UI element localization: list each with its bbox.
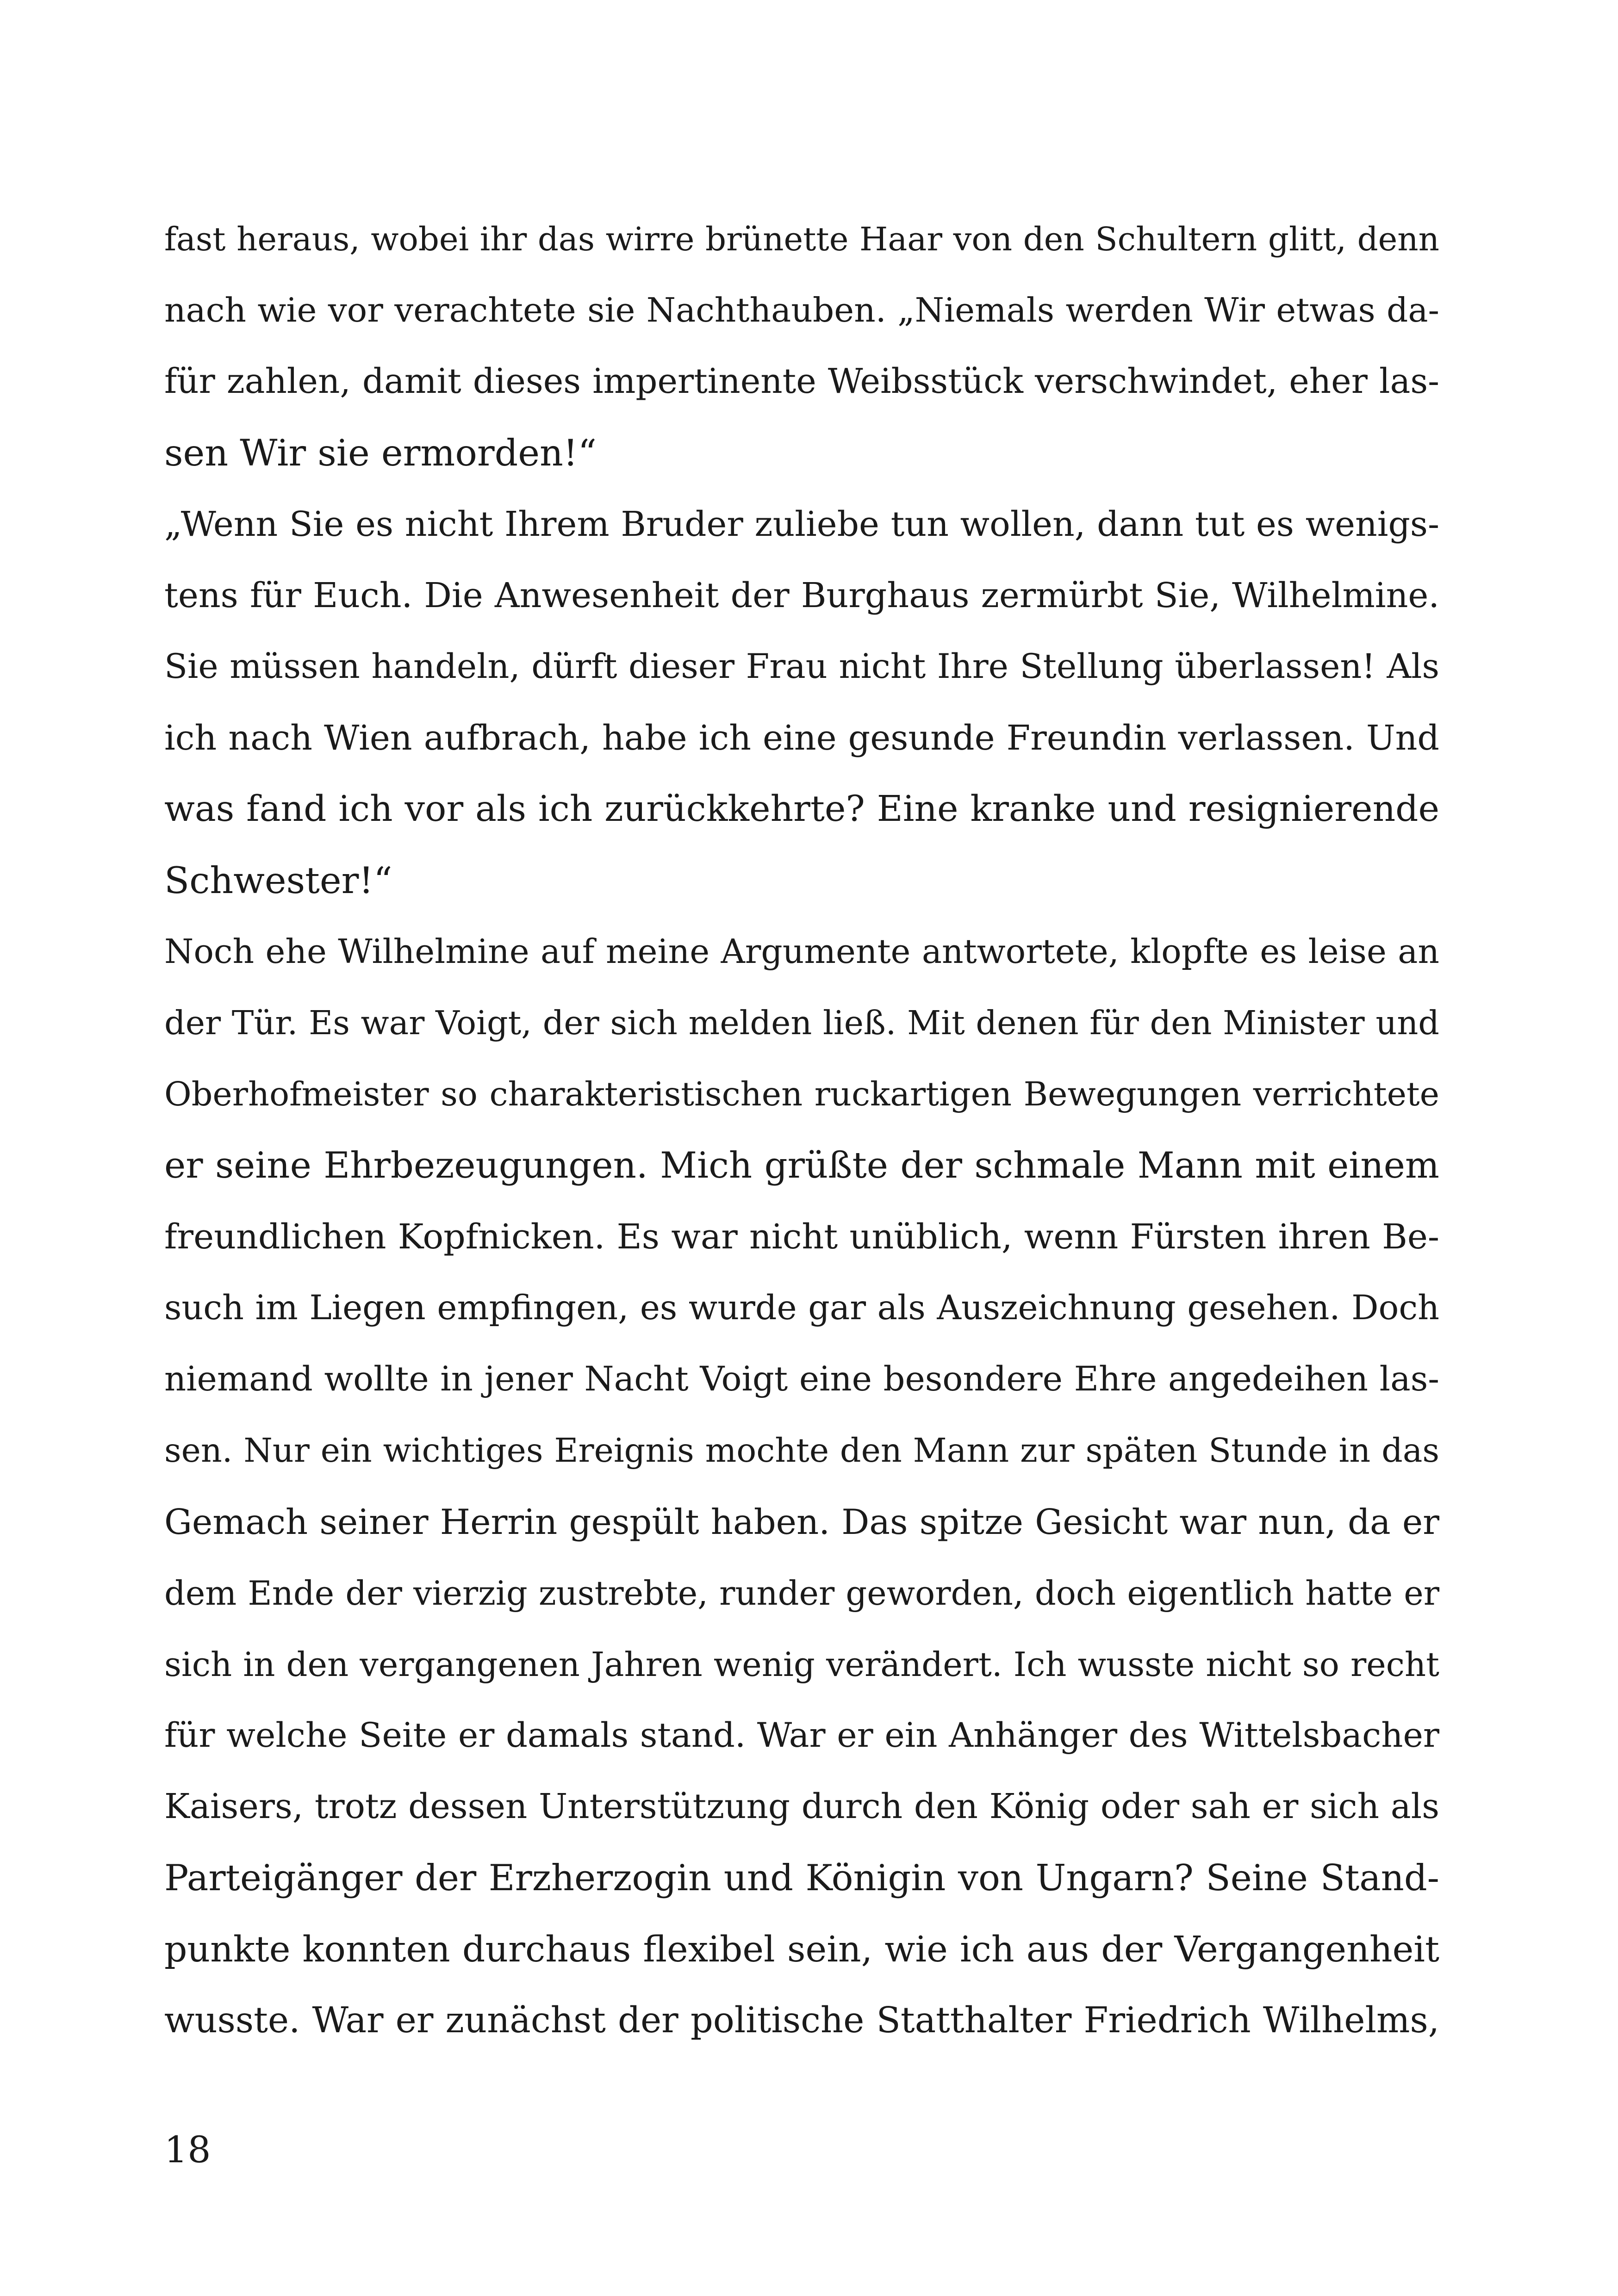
text-line: such im Liegen empfingen, es wurde gar als Auszeichnung gesehen. Doch <box>164 1288 1439 1328</box>
text-line: für zahlen, damit dieses impertinente Weibsstück verschwindet, eher las- <box>164 362 1439 401</box>
text-line: Gemach seiner Herrin gespült haben. Das spitze Gesicht war nun, da er <box>164 1502 1439 1542</box>
page-number: 18 <box>164 2128 211 2171</box>
text-line: sen Wir sie ermorden!“ <box>164 432 597 474</box>
text-line: dem Ende der vierzig zustrebte, runder geworden, doch eigentlich hatte er <box>164 1574 1439 1613</box>
text-line: Schwester!“ <box>164 859 392 902</box>
text-line: tens für Euch. Die Anwesenheit der Burghaus zermürbt Sie, Wilhelmine. <box>164 575 1439 615</box>
text-line: Kaisers, trotz dessen Unterstützung durch den König oder sah er sich als <box>164 1787 1439 1826</box>
text-line: für welche Seite er damals stand. War er ein Anhänger des Wittelsbacher <box>164 1716 1439 1755</box>
text-line: ich nach Wien aufbrach, habe ich eine gesunde Freundin verlassen. Und <box>164 718 1439 758</box>
text-line: sen. Nur ein wichtiges Ereignis mochte den Mann zur späten Stunde in das <box>164 1431 1439 1470</box>
text-line: Oberhofmeister so charakteristischen ruckartigen Bewegungen verrichtete <box>164 1075 1439 1113</box>
text-line: er seine Ehrbezeugungen. Mich grüßte der schmale Mann mit einem <box>164 1144 1439 1186</box>
text-line: freundlichen Kopfnicken. Es war nicht unüblich, wenn Fürsten ihren Be- <box>164 1216 1439 1257</box>
text-line: fast heraus, wobei ihr das wirre brünette Haar von den Schultern glitt, denn <box>164 220 1439 258</box>
text-line: nach wie vor verachtete sie Nachthauben. „Niemals werden Wir etwas da- <box>164 291 1439 330</box>
body-text <box>164 204 1439 2056</box>
text-line: punkte konnten durchaus flexibel sein, wie ich aus der Vergangenheit <box>164 1929 1439 1970</box>
text-line: Parteigänger der Erzherzogin und Königin von Ungarn? Seine Stand- <box>164 1857 1439 1899</box>
text-line: wusste. War er zunächst der politische Statthalter Friedrich Wilhelms, <box>164 2000 1439 2041</box>
text-line: sich in den vergangenen Jahren wenig verändert. Ich wusste nicht so recht <box>164 1645 1439 1684</box>
text-line: der Tür. Es war Voigt, der sich melden ließ. Mit denen für den Minister und <box>164 1004 1439 1042</box>
text-line: niemand wollte in jener Nacht Voigt eine besondere Ehre angedeihen las- <box>164 1359 1439 1399</box>
text-line: Noch ehe Wilhelmine auf meine Argumente antwortete, klopfte es leise an <box>164 932 1439 971</box>
text-line: was fand ich vor als ich zurückkehrte? Eine kranke und resignierende <box>164 788 1439 830</box>
text-line: Sie müssen handeln, dürft dieser Frau nicht Ihre Stellung überlassen! Als <box>164 647 1439 686</box>
text-line: „Wenn Sie es nicht Ihrem Bruder zuliebe tun wollen, dann tut es wenigs- <box>164 504 1439 544</box>
